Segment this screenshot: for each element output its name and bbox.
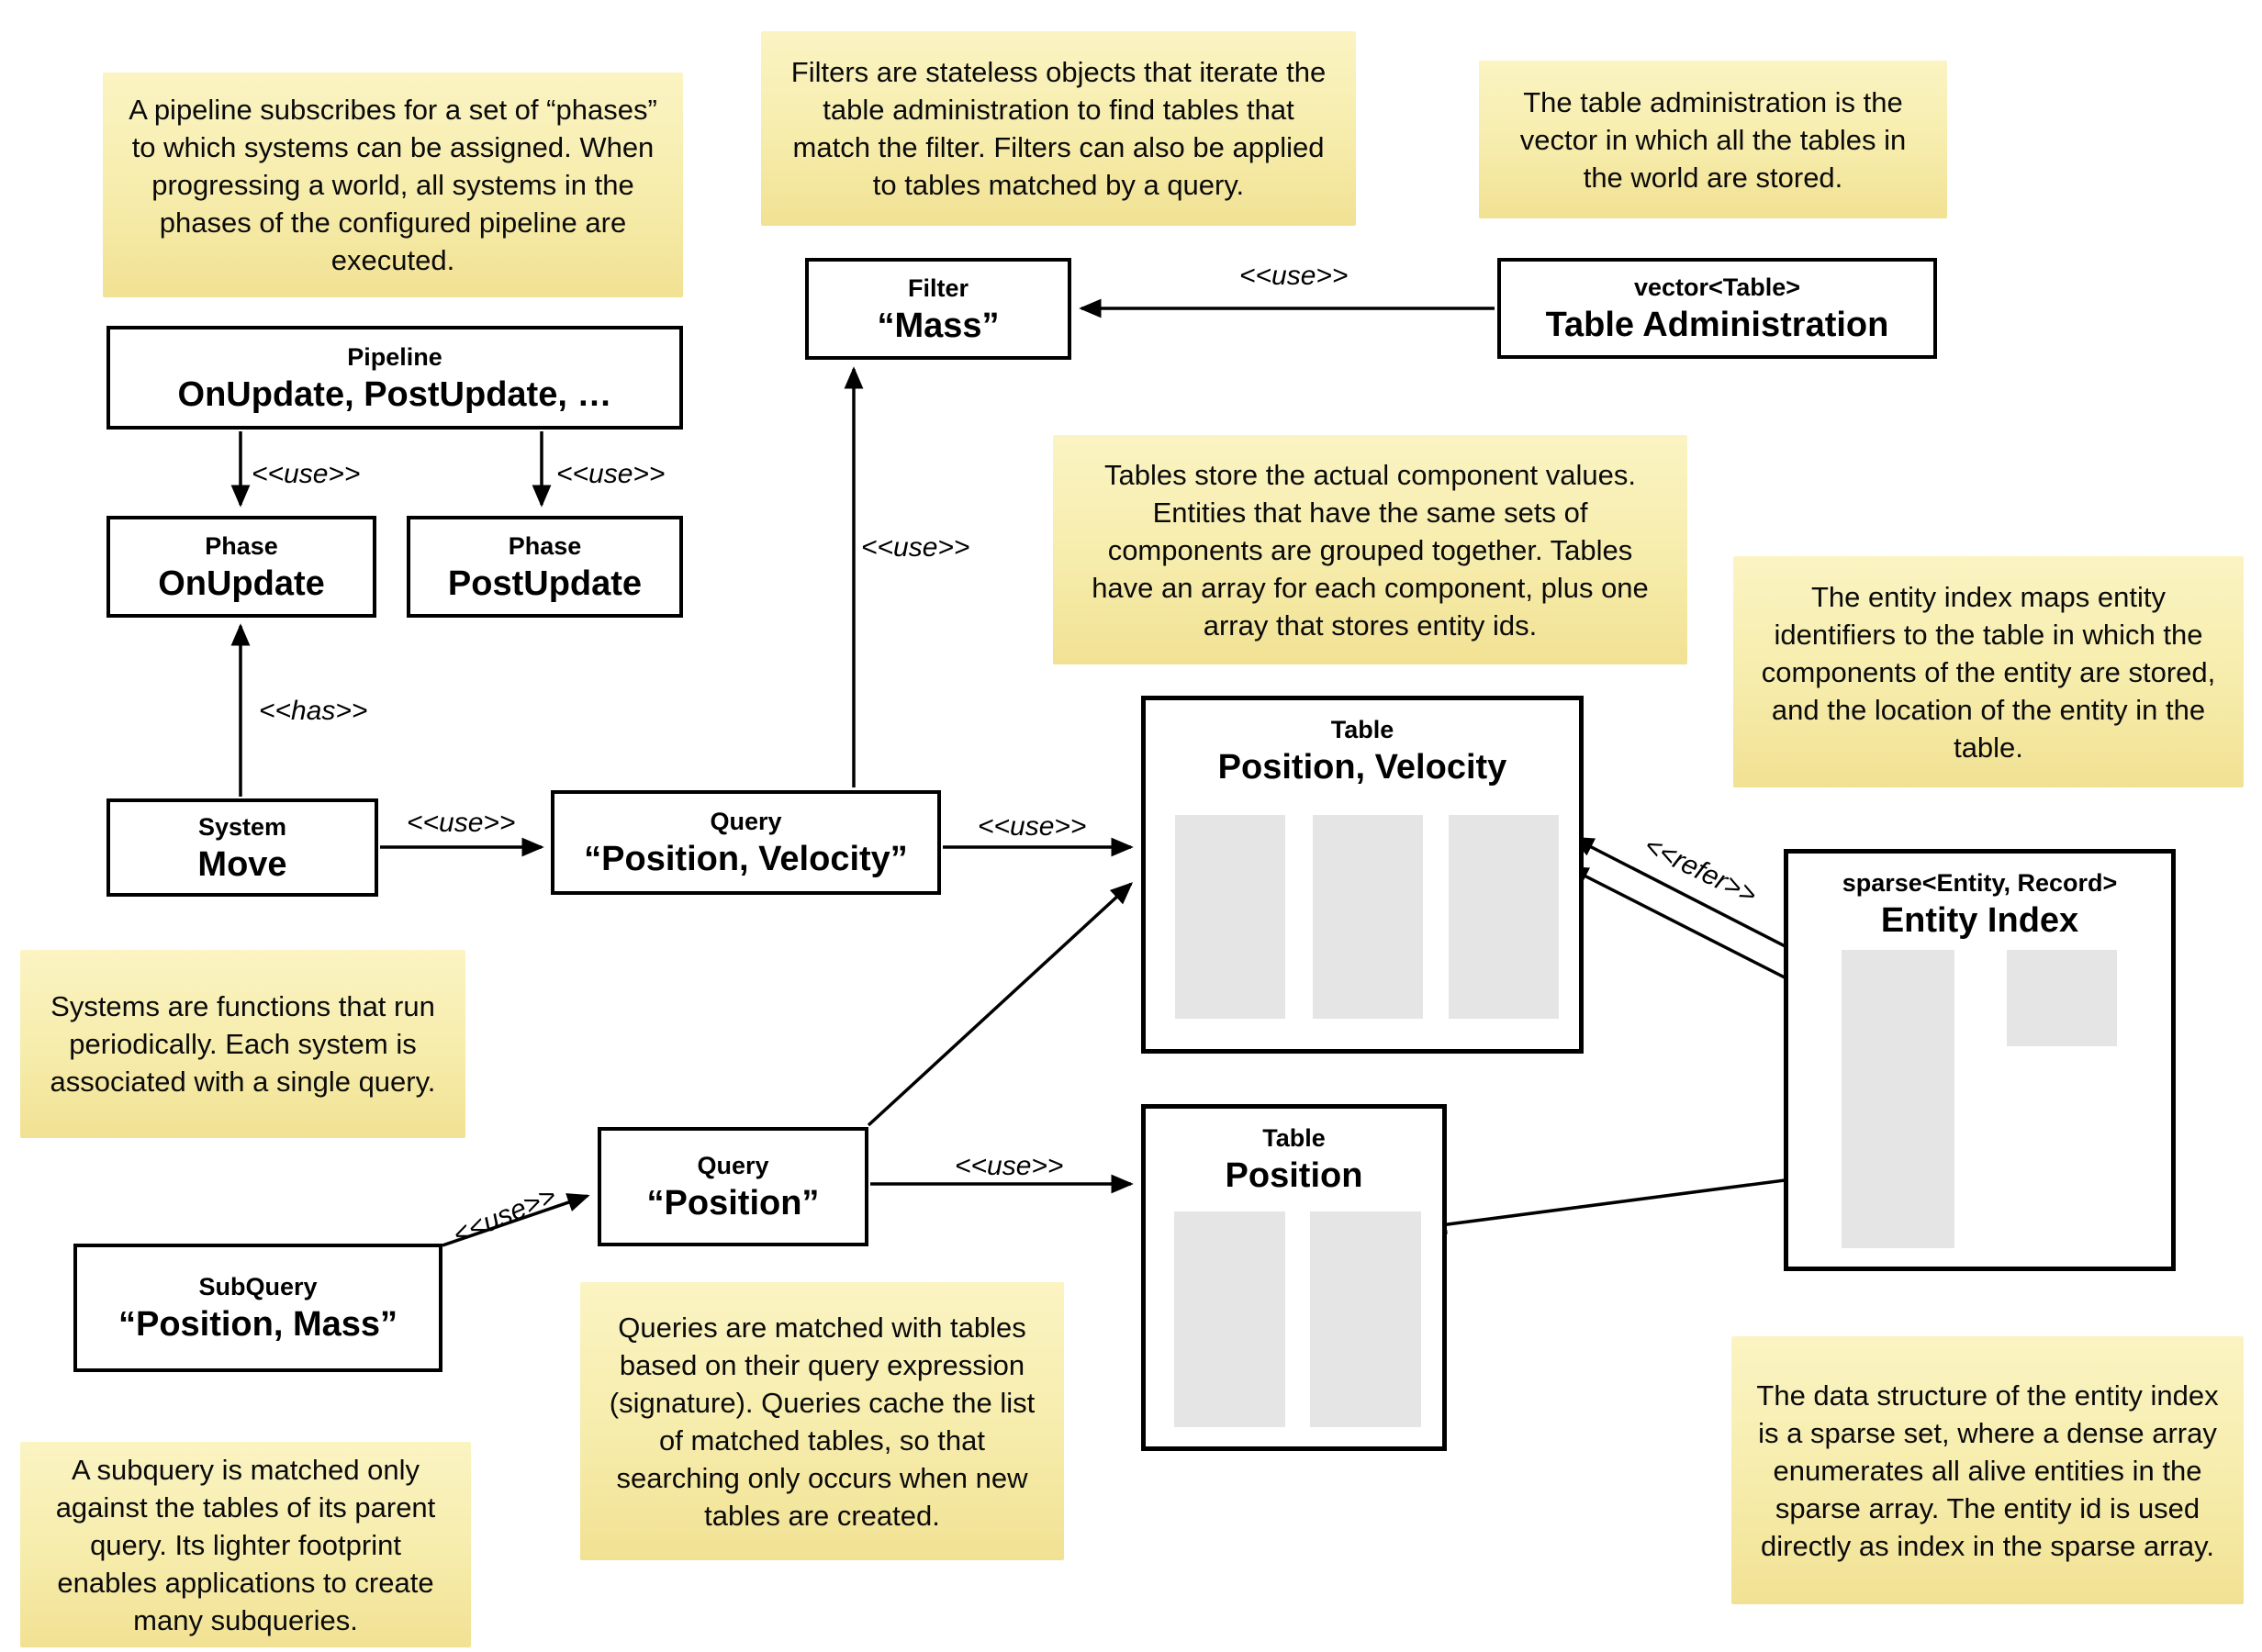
box-table-position-velocity-stereotype: Table <box>1330 716 1394 743</box>
box-table-position-velocity <box>1141 696 1584 1054</box>
component-array-3 <box>1449 815 1559 1019</box>
edge-label-use-querypos-tablepos: <<use>> <box>955 1151 1064 1181</box>
box-query-position <box>598 1127 868 1246</box>
box-phase-postupdate <box>407 516 683 618</box>
component-array-4 <box>1174 1211 1285 1427</box>
box-pipeline <box>106 326 683 430</box>
component-array-2 <box>1313 815 1423 1019</box>
box-entity-index-name: Entity Index <box>1880 901 2079 940</box>
box-table-position-name: Position <box>1225 1156 1363 1195</box>
note-sparse-set: The data structure of the entity index is a sparse set, where a dense array enumerates all alive entities in the sparse array. The entity id is used directly as index in the sparse array. <box>1731 1336 2244 1604</box>
box-filter-mass-name: “Mass” <box>877 306 1000 345</box>
edge-label-use-query-filter: <<use>> <box>861 532 970 563</box>
edge-label-has-system-phase: <<has>> <box>259 696 368 726</box>
edge-label-use-tableadmin-filter: <<use>> <box>1239 261 1349 291</box>
edge-label-use-pipeline-postupdate: <<use>> <box>556 459 666 489</box>
sparse-array <box>1842 950 1954 1248</box>
box-phase-onupdate-name: OnUpdate <box>158 564 325 603</box>
box-phase-postupdate-name: PostUpdate <box>447 564 643 603</box>
box-entity-index <box>1784 849 2176 1271</box>
box-query-position-name: “Position” <box>646 1184 820 1222</box>
box-pipeline-name: OnUpdate, PostUpdate, … <box>177 374 612 414</box>
box-system-move <box>106 798 378 897</box>
box-query-position-velocity-stereotype: Query <box>710 808 782 835</box>
note-pipeline: A pipeline subscribes for a set of “phases” to which systems can be assigned. When progressing a world, all systems in the phases of the configured pipeline are executed. <box>103 73 683 297</box>
box-table-position-velocity-name: Position, Velocity <box>1217 748 1507 787</box>
box-table-administration <box>1497 258 1937 359</box>
note-subquery: A subquery is matched only against the tables of its parent query. Its lighter footprint enables applications to create many subqueries. <box>20 1442 471 1647</box>
box-phase-postupdate-stereotype: Phase <box>508 531 582 560</box>
box-pipeline-stereotype: Pipeline <box>347 342 442 371</box>
box-table-administration-name: Table Administration <box>1545 306 1889 344</box>
edge-label-refer-entityindex-tables: <<refer>> <box>1639 830 1762 911</box>
box-subquery-position-mass <box>73 1244 442 1372</box>
edge-entityindex-refer-tablepos <box>1427 1173 1841 1227</box>
note-queries: Queries are matched with tables based on their query expression (signature). Queries cache the list of matched tables, so that searching only occurs when new tables are created. <box>580 1282 1064 1560</box>
box-system-move-stereotype: System <box>197 812 287 841</box>
box-system-move-name: Move <box>197 844 287 884</box>
box-filter-mass <box>805 258 1071 360</box>
edge-querypos-to-tablepv <box>868 884 1131 1125</box>
edge-label-use-subquery-querypos: <<use>> <box>448 1180 561 1251</box>
box-table-position <box>1141 1104 1447 1451</box>
box-table-administration-stereotype: vector<Table> <box>1633 273 1801 301</box>
note-entity-index: The entity index maps entity identifiers to the table in which the components of the entity are stored, and the location of the entity in the table. <box>1733 556 2244 787</box>
dense-array <box>2007 950 2117 1046</box>
edge-label-use-querypv-tablepv: <<use>> <box>978 811 1087 842</box>
box-entity-index-stereotype: sparse<Entity, Record> <box>1842 869 2118 897</box>
box-phase-onupdate-stereotype: Phase <box>205 531 278 560</box>
box-subquery-position-mass-name: “Position, Mass” <box>118 1305 398 1344</box>
note-systems: Systems are functions that run periodically. Each system is associated with a single query. <box>20 950 465 1138</box>
note-filters: Filters are stateless objects that iterate the table administration to find tables that match the filter. Filters can also be applied to tables matched by a query. <box>761 31 1356 226</box>
note-tables: Tables store the actual component values. Entities that have the same sets of components are grouped together. Tables have an array for each component, plus one array that stores entity ids. <box>1053 435 1687 664</box>
edge-label-use-system-query: <<use>> <box>407 808 516 838</box>
box-table-position-stereotype: Table <box>1262 1124 1326 1152</box>
box-query-position-velocity <box>551 790 941 895</box>
edge-label-use-pipeline-onupdate: <<use>> <box>252 459 361 489</box>
note-table-administration: The table administration is the vector in which all the tables in the world are stored. <box>1479 61 1947 218</box>
component-array-1 <box>1175 815 1285 1019</box>
box-query-position-stereotype: Query <box>697 1152 769 1179</box>
box-phase-onupdate <box>106 516 376 618</box>
box-subquery-position-mass-stereotype: SubQuery <box>198 1273 318 1300</box>
box-query-position-velocity-name: “Position, Velocity” <box>584 840 908 878</box>
component-array-5 <box>1310 1211 1421 1427</box>
box-filter-mass-stereotype: Filter <box>907 273 969 302</box>
